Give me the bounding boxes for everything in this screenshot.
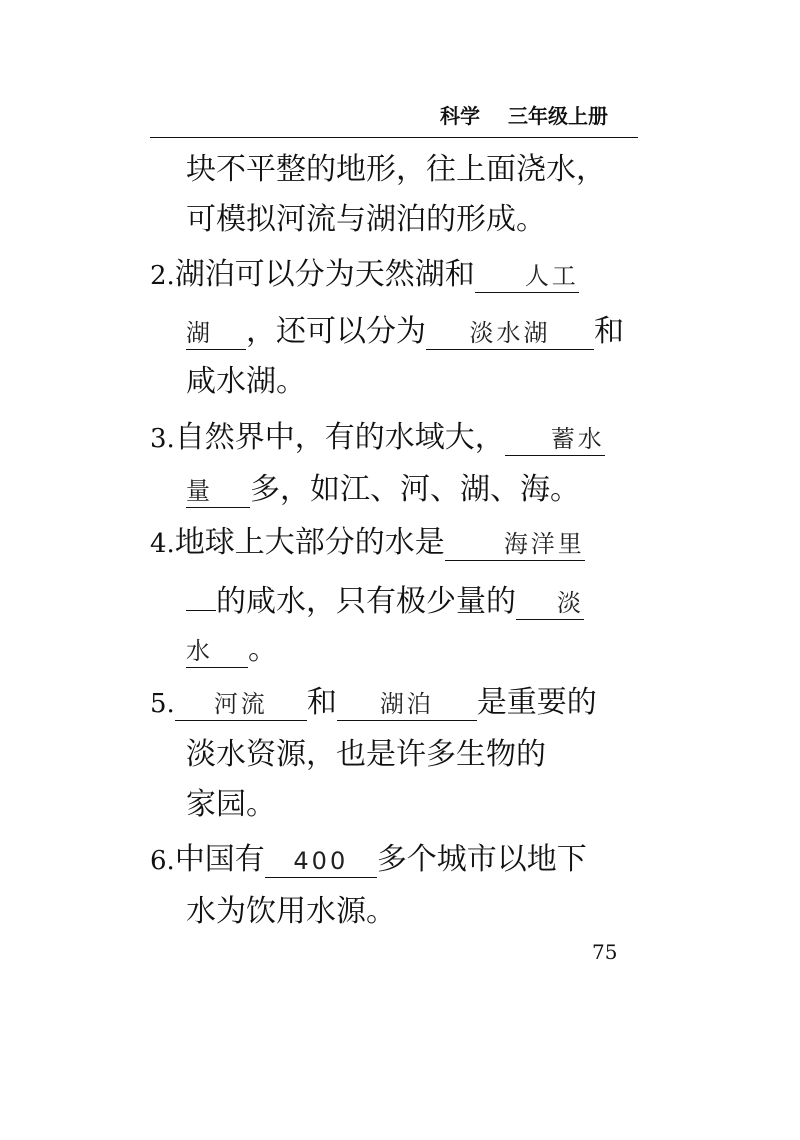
q4-answer2-blank: 淡 bbox=[516, 586, 584, 620]
q6-text-b: 多个城市以地下 bbox=[376, 842, 587, 877]
q3-number: 3. bbox=[150, 424, 175, 454]
q2-line-2 bbox=[186, 312, 624, 352]
q5-line-3: 家园。 bbox=[186, 787, 276, 822]
q2-text-a: 湖泊可以分为天然湖和 bbox=[174, 257, 475, 292]
q4-answer1-blank: 海洋里 bbox=[445, 527, 585, 561]
q5-answer1-blank: 河流 bbox=[175, 687, 307, 721]
page-number: 75 bbox=[592, 940, 618, 964]
header-subject: 科学 bbox=[440, 104, 480, 128]
q2-answer1-blank: 人工 bbox=[475, 259, 579, 293]
q5-number: 5. bbox=[150, 689, 175, 719]
q2-number: 2. bbox=[150, 261, 175, 291]
q3-line-2 bbox=[186, 470, 580, 510]
q2-answer2-blank: 淡水湖 bbox=[426, 316, 594, 350]
q6-text-a: 中国有 bbox=[174, 842, 265, 877]
q5-line-2: 淡水资源，也是许多生物的 bbox=[186, 737, 546, 772]
q4-answer2-continued: 水 bbox=[186, 634, 248, 668]
q2-answer1-continued: 湖 bbox=[186, 316, 246, 350]
header-rule bbox=[150, 137, 638, 138]
q5-text-b: 是重要的 bbox=[476, 685, 597, 720]
running-header bbox=[440, 100, 608, 129]
q2-line-1 bbox=[150, 255, 579, 295]
q5-answer2-blank: 湖泊 bbox=[337, 687, 477, 721]
q3-text-a: 自然界中，有的水域大， bbox=[174, 420, 505, 455]
q4-line-2 bbox=[186, 577, 584, 617]
q4-number: 4. bbox=[150, 529, 175, 559]
q4-text-c: 。 bbox=[248, 632, 278, 667]
q3-answer-blank: 蓄水 bbox=[505, 422, 605, 456]
q6-number: 6. bbox=[150, 846, 175, 876]
q1-line-2: 可模拟河流与湖泊的形成。 bbox=[186, 202, 546, 237]
q3-answer-continued: 量 bbox=[186, 474, 250, 508]
q2-text-c: 和 bbox=[594, 314, 624, 349]
q4-line-3 bbox=[186, 630, 278, 670]
q4-answer1-continued bbox=[186, 577, 216, 611]
q6-line-2: 水为饮用水源。 bbox=[186, 894, 396, 929]
q4-text-a: 地球上大部分的水是 bbox=[174, 525, 445, 560]
q1-line-1: 块不平整的地形，往上面浇水， bbox=[186, 152, 606, 187]
q6-answer-blank: 400 bbox=[265, 844, 377, 878]
q6-line-1 bbox=[150, 840, 587, 880]
q4-line-1 bbox=[150, 523, 585, 563]
q4-text-b: 的咸水，只有极少量的 bbox=[216, 584, 516, 619]
q2-line-3: 咸水湖。 bbox=[186, 364, 306, 399]
q3-text-b: 多，如江、河、湖、海。 bbox=[250, 472, 580, 507]
q5-text-a: 和 bbox=[306, 685, 337, 720]
q3-line-1 bbox=[150, 418, 605, 458]
header-grade: 三年级上册 bbox=[508, 104, 608, 128]
q5-line-1 bbox=[150, 683, 597, 723]
q2-text-b: ，还可以分为 bbox=[246, 314, 426, 349]
